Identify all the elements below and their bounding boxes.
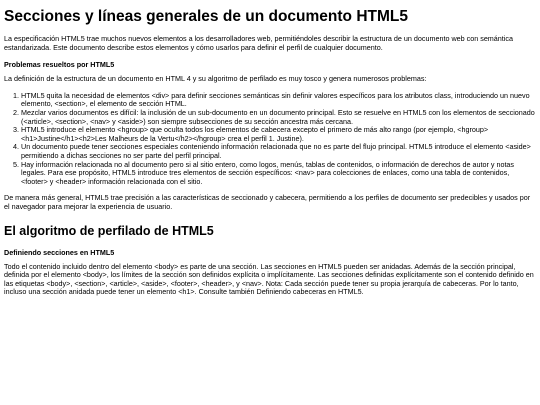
section-heading-algorithm: El algoritmo de perfilado de HTML5 <box>4 223 214 238</box>
intro-paragraph: La especificación HTML5 trae muchos nuevos elementos a los desarrolladores web, permitiéndoles describir la estructura de un documento web con semántica estandarizada. Este documento describe estos elementos y cómo usarlos para definir el perfil de cualquier documento. <box>4 34 513 52</box>
list-item: 3. HTML5 introduce el elemento <hgroup> que oculta todos los elementos de cabecera excepto el primero de más alto rango (por ejemplo, <hgroup><h1>Justine</h1><h2>Les Malheurs de la Vertu</h2></hgroup> crea el perfil 1. Justine). <box>21 126 536 143</box>
problems-lead-paragraph: La definición de la estructura de un documento en HTML 4 y su algoritmo de perfilado es muy tosco y genera numerosos problemas: <box>4 74 427 84</box>
problems-list <box>4 92 536 187</box>
page-title: Secciones y líneas generales de un documento HTML5 <box>4 8 408 25</box>
section-heading-problems: Problemas resueltos por HTML5 <box>4 60 115 70</box>
defining-sections-paragraph: Todo el contenido incluido dentro del elemento <body> es parte de una sección. Las secciones en HTML5 pueden ser anidadas. Además de la sección principal, definida por el elemento <body>, los límites de la sección son definidos explícita o implícitamente. Las secciones definidas explícitamente son el contenido definido en las etiquetas <body>, <section>, <article>, <aside>, <footer>, <header>, y <nav>. Nota: Cada sección puede tener su propia jerarquía de cabeceras. Por lo tanto, incluso una sección anidada puede tener un elemento <h1>. Consulte también Definiendo cabeceras en HTML5. <box>4 261 534 297</box>
list-item: 1. HTML5 quita la necesidad de elementos <div> para definir secciones semánticas sin definir valores específicos para los atributos class, introduciendo un nuevo elemento, <section>, el elemento de sección HTML. <box>21 92 536 109</box>
list-item: 2. Mezclar varios documentos es difícil: la inclusión de un sub-documento en un documento principal. Esto se resuelve en HTML5 con los elementos de seccionado (<article>, <section>, <nav> y <aside>) son siempre subsecciones de su sección ancestra más cercana. <box>21 109 536 126</box>
list-item: 4. Un documento puede tener secciones especiales conteniendo información relacionada que no es parte del flujo principal. HTML5 introduce el elemento <aside> permitiendo a dichas secciones no ser parte del perfil principal. <box>21 143 536 160</box>
closing-paragraph: De manera más general, HTML5 trae precisión a las características de seccionado y cabecera, permitiendo a los perfiles de documento ser predecibles y usados por el navegador para mejorar la experiencia de usuario. <box>4 193 531 211</box>
list-item: 5. Hay información relacionada no al documento pero si al sitio entero, como logos, menús, tablas de contenidos, o información de derechos de autor y notas legales. Para ese propósito, HTML5 introduce tres elementos de sección específicos: <nav> para colecciones de enlaces, como una tabla de contenidos, <footer> y <header> información relacionada con el sitio. <box>21 161 536 187</box>
subsection-heading-defining-sections: Definiendo secciones en HTML5 <box>4 247 115 257</box>
